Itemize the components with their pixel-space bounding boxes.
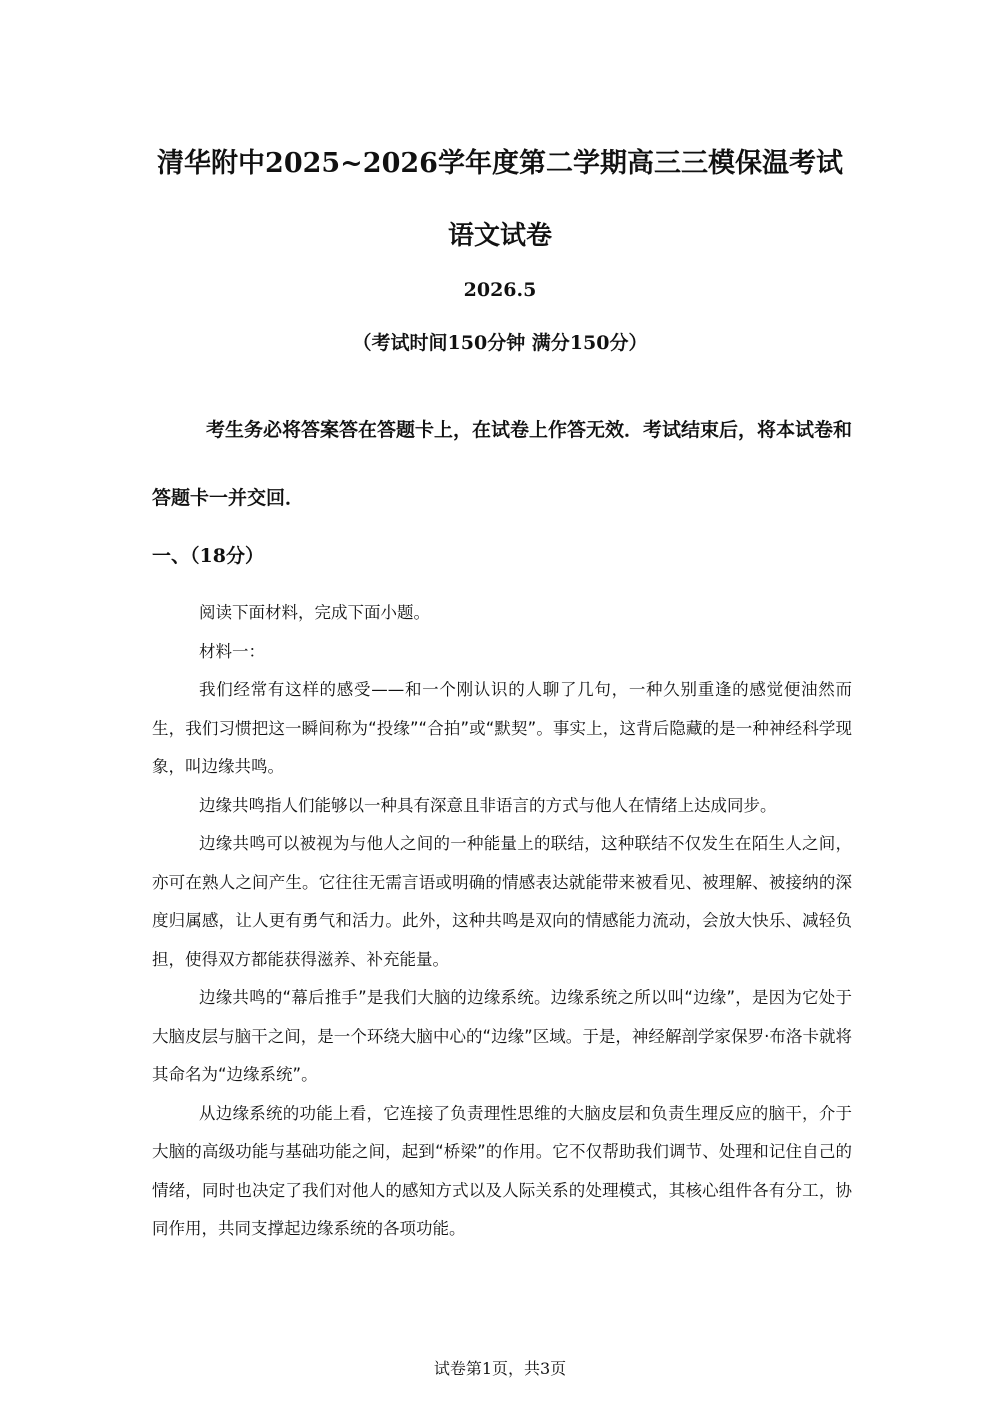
paragraph: 边缘共鸣指人们能够以一种具有深意且非语言的方式与他人在情绪上达成同步。 — [199, 795, 777, 815]
section-heading: 一、（18分） — [152, 545, 264, 567]
paragraph: 我们经常有这样的感受——和一个刚认识的人聊了几句，一种久别重逢的感觉便油然而生，我们习惯把这一瞬间称为“投缘”“合拍”或“默契”。事实上，这背后隐藏的是一种神经科学现象，叫边缘共鸣。 — [152, 680, 852, 776]
paragraph-material-label: 材料一： — [199, 641, 265, 661]
page-footer: 试卷第1页，共3页 — [433, 1359, 567, 1378]
exam-title: 清华附中2025~2026学年度第二学期高三三模保温考试 — [157, 148, 843, 179]
paragraph: 边缘共鸣的“幕后推手”是我们大脑的边缘系统。边缘系统之所以叫“边缘”，是因为它处于大脑皮层与脑干之间，是一个环绕大脑中心的“边缘”区域。于是，神经解剖学家保罗·布洛卡就将其命名为“边缘系统”。 — [152, 988, 852, 1084]
exam-date: 2026.5 — [463, 279, 537, 301]
exam-subtitle: 语文试卷 — [447, 221, 552, 251]
exam-time-info: （考试时间150分钟 满分150分） — [352, 332, 648, 354]
paragraph: 从边缘系统的功能上看，它连接了负责理性思维的大脑皮层和负责生理反应的脑干，介于大脑的高级功能与基础功能之间，起到“桥梁”的作用。它不仅帮助我们调节、处理和记住自己的情绪，同时也决定了我们对他人的感知方式以及人际关系的处理模式，其核心组件各有分工，协同作用，共同支撑起边缘系统的各项功能。 — [152, 1103, 852, 1238]
exam-notice: 考生务必将答案答在答题卡上，在试卷上作答无效．考试结束后，将本试卷和答题卡一并交回． — [152, 419, 853, 509]
reading-material — [152, 594, 852, 1249]
paragraph: 边缘共鸣可以被视为与他人之间的一种能量上的联结，这种联结不仅发生在陌生人之间，亦可在熟人之间产生。它往往无需言语或明确的情感表达就能带来被看见、被理解、被接纳的深度归属感，让人更有勇气和活力。此外，这种共鸣是双向的情感能力流动，会放大快乐、减轻负担，使得双方都能获得滋养、补充能量。 — [152, 834, 852, 969]
paragraph-instruction: 阅读下面材料，完成下面小题。 — [199, 603, 430, 622]
